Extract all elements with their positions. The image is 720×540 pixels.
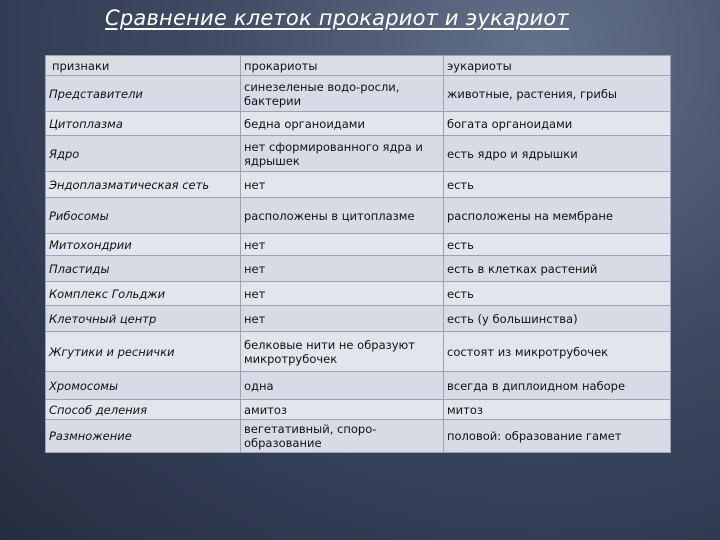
prokaryote-cell: бедна органоидами [241,112,444,136]
prokaryote-cell: нет [241,282,444,306]
feature-cell: Способ деления [46,400,241,420]
feature-cell: Представители [46,76,241,112]
eukaryote-cell: богата органоидами [444,112,671,136]
table-row [46,372,671,400]
prokaryote-cell: белковые нити не образуют микротрубочек [241,332,444,372]
eukaryote-cell: есть ядро и ядрышки [444,136,671,172]
prokaryote-cell: нет [241,172,444,198]
prokaryote-cell: одна [241,372,444,400]
eukaryote-cell: есть [444,282,671,306]
header-prokaryotes: прокариоты [241,56,444,76]
comparison-table [45,55,671,453]
table-row [46,306,671,332]
table-header-row [46,56,671,76]
table-row [46,136,671,172]
header-features: признаки [46,56,241,76]
eukaryote-cell: есть [444,234,671,256]
table-row [46,256,671,282]
table-row [46,76,671,112]
eukaryote-cell: всегда в диплоидном наборе [444,372,671,400]
eukaryote-cell: животные, растения, грибы [444,76,671,112]
prokaryote-cell: нет [241,234,444,256]
table-row [46,282,671,306]
table-row [46,332,671,372]
prokaryote-cell: нет [241,306,444,332]
prokaryote-cell: нет сформированного ядра и ядрышек [241,136,444,172]
feature-cell: Комплекс Гольджи [46,282,241,306]
prokaryote-cell: синезеленые водо-росли, бактерии [241,76,444,112]
table-row [46,400,671,420]
feature-cell: Рибосомы [46,198,241,234]
eukaryote-cell: состоят из микротрубочек [444,332,671,372]
eukaryote-cell: митоз [444,400,671,420]
table-row [46,198,671,234]
feature-cell: Пластиды [46,256,241,282]
header-eukaryotes: эукариоты [444,56,671,76]
prokaryote-cell: нет [241,256,444,282]
feature-cell: Ядро [46,136,241,172]
table-row [46,172,671,198]
prokaryote-cell: вегетативный, споро-образование [241,420,444,453]
table-row [46,234,671,256]
feature-cell: Размножение [46,420,241,453]
feature-cell: Клеточный центр [46,306,241,332]
slide-title: Сравнение клеток прокариот и эукариот [105,6,569,30]
eukaryote-cell: есть [444,172,671,198]
eukaryote-cell: есть (у большинства) [444,306,671,332]
feature-cell: Жгутики и реснички [46,332,241,372]
feature-cell: Хромосомы [46,372,241,400]
feature-cell: Эндоплазматическая сеть [46,172,241,198]
prokaryote-cell: амитоз [241,400,444,420]
eukaryote-cell: половой: образование гамет [444,420,671,453]
table-row [46,420,671,453]
prokaryote-cell: расположены в цитоплазме [241,198,444,234]
feature-cell: Цитоплазма [46,112,241,136]
eukaryote-cell: есть в клетках растений [444,256,671,282]
feature-cell: Митохондрии [46,234,241,256]
table-row [46,112,671,136]
eukaryote-cell: расположены на мембране [444,198,671,234]
